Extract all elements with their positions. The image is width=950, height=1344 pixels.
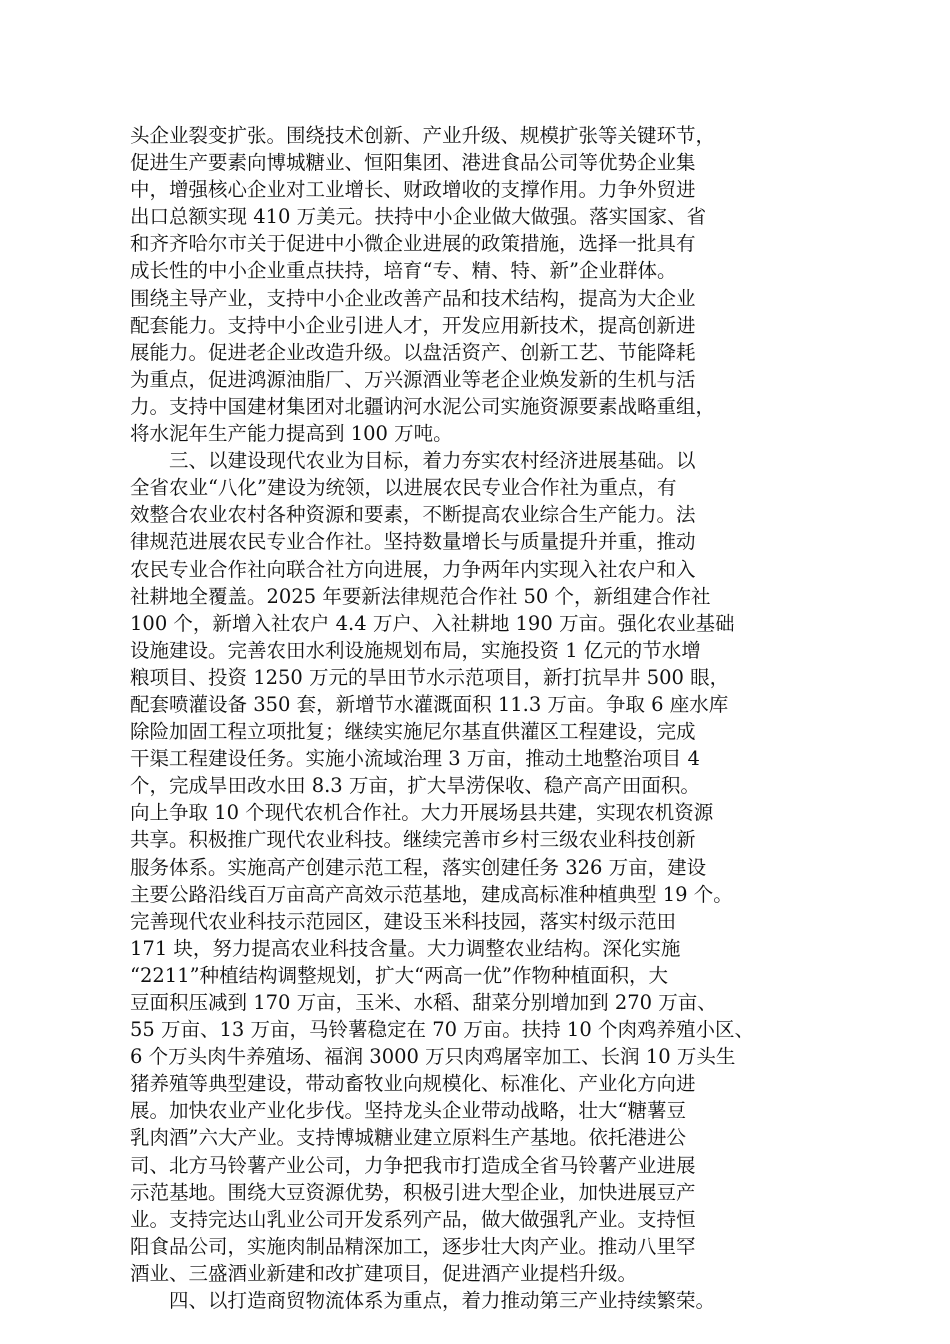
text-line: 配套喷灌设备 350 套，新增节水灌溉面积 11.3 万亩。争取 6 座水库 — [130, 692, 729, 716]
text-line: 农民专业合作社向联合社方向进展，力争两年内实现入社农户和入 — [130, 557, 696, 581]
text-line: 设施建设。完善农田水利设施规划布局，实施投资 1 亿元的节水增 — [130, 638, 701, 662]
text-line: 干渠工程建设任务。实施小流域治理 3 万亩，推动土地整治项目 4 — [130, 747, 700, 771]
text-line: 司、北方马铃薯产业公司，力争把我市打造成全省马铃薯产业进展 — [130, 1153, 696, 1177]
text-line: 成长性的中小企业重点扶持，培育“专、精、特、新”企业群体。 — [130, 259, 677, 283]
text-line: 粮项目、投资 1250 万元的旱田节水示范项目，新打抗旱井 500 眼， — [130, 665, 730, 689]
text-line: 乳肉酒”六大产业。支持博城糖业建立原料生产基地。依托港进公 — [130, 1126, 686, 1150]
text-line: 促进生产要素向博城糖业、恒阳集团、港进食品公司等优势企业集 — [130, 151, 696, 175]
text-line: 出口总额实现 410 万美元。扶持中小企业做大做强。落实国家、省 — [130, 205, 707, 229]
text-line: 100 个，新增入社农户 4.4 万户、入社耕地 190 万亩。强化农业基础 — [130, 611, 735, 635]
text-line: 业。支持完达山乳业公司开发系列产品，做大做强乳产业。支持恒 — [130, 1207, 696, 1231]
text-line: 共享。积极推广现代农业科技。继续完善市乡村三级农业科技创新 — [130, 828, 696, 852]
text-line: 全省农业“八化”建设为统领，以进展农民专业合作社为重点，有 — [130, 476, 677, 500]
text-line: 阳食品公司，实施肉制品精深加工，逐步壮大肉产业。推动八里罕 — [130, 1234, 696, 1258]
text-line: 服务体系。实施高产创建示范工程，落实创建任务 326 万亩，建设 — [130, 855, 707, 879]
text-line: 向上争取 10 个现代农机合作社。大力开展场县共建，实现农机资源 — [130, 801, 714, 825]
text-line: 效整合农业农村各种资源和要素，不断提高农业综合生产能力。法 — [130, 503, 696, 527]
text-line: 6 个万头肉牛养殖场、福润 3000 万只肉鸡屠宰加工、长润 10 万头生 — [130, 1045, 736, 1069]
text-line: 55 万亩、13 万亩，马铃薯稳定在 70 万亩。扶持 10 个肉鸡养殖小区、 — [130, 1018, 754, 1042]
text-line: 主要公路沿线百万亩高产高效示范基地，建成高标准种植典型 19 个。 — [130, 882, 733, 906]
text-line: “2211”种植结构调整规划，扩大“两高一优”作物种植面积，大 — [130, 963, 669, 987]
text-line: 酒业、三盛酒业新建和改扩建项目，促进酒产业提档升级。 — [130, 1261, 638, 1285]
text-line: 力。支持中国建材集团对北疆讷河水泥公司实施资源要素战略重组， — [130, 394, 716, 418]
text-line: 将水泥年生产能力提高到 100 万吨。 — [130, 422, 453, 446]
text-line: 律规范进展农民专业合作社。坚持数量增长与质量提升并重，推动 — [130, 530, 696, 554]
text-line: 社耕地全覆盖。2025 年要新法律规范合作社 50 个，新组建合作社 — [130, 584, 711, 608]
paragraph-start-line: 四、以打造商贸物流体系为重点，着力推动第三产业持续繁荣。 — [130, 1289, 716, 1313]
text-line: 猪养殖等典型建设，带动畜牧业向规模化、标准化、产业化方向进 — [130, 1072, 696, 1096]
document-body — [130, 122, 820, 1314]
text-line: 为重点，促进鸿源油脂厂、万兴源酒业等老企业焕发新的生机与活 — [130, 367, 696, 391]
paragraph-start-line: 三、以建设现代农业为目标，着力夯实农村经济进展基础。以 — [130, 449, 696, 473]
text-line: 完善现代农业科技示范园区，建设玉米科技园，落实村级示范田 — [130, 909, 677, 933]
text-line: 和齐齐哈尔市关于促进中小微企业进展的政策措施，选择一批具有 — [130, 232, 696, 256]
text-line: 展。加快农业产业化步伐。坚持龙头企业带动战略，壮大“糖薯豆 — [130, 1099, 686, 1123]
text-line: 个，完成旱田改水田 8.3 万亩，扩大旱涝保收、稳产高产田面积。 — [130, 774, 700, 798]
text-line: 围绕主导产业，支持中小企业改善产品和技术结构，提高为大企业 — [130, 286, 696, 310]
text-line: 展能力。促进老企业改造升级。以盘活资产、创新工艺、节能降耗 — [130, 340, 696, 364]
text-line: 除险加固工程立项批复；继续实施尼尔基直供灌区工程建设，完成 — [130, 720, 696, 744]
text-line: 示范基地。围绕大豆资源优势，积极引进大型企业，加快进展豆产 — [130, 1180, 696, 1204]
text-line: 配套能力。支持中小企业引进人才，开发应用新技术，提高创新进 — [130, 313, 696, 337]
text-line: 豆面积压减到 170 万亩，玉米、水稻、甜菜分别增加到 270 万亩、 — [130, 991, 717, 1014]
text-line: 171 块，努力提高农业科技含量。大力调整农业结构。深化实施 — [130, 936, 681, 960]
text-line: 头企业裂变扩张。围绕技术创新、产业升级、规模扩张等关键环节， — [130, 124, 716, 147]
text-line: 中，增强核心企业对工业增长、财政增收的支撑作用。力争外贸进 — [130, 178, 696, 202]
